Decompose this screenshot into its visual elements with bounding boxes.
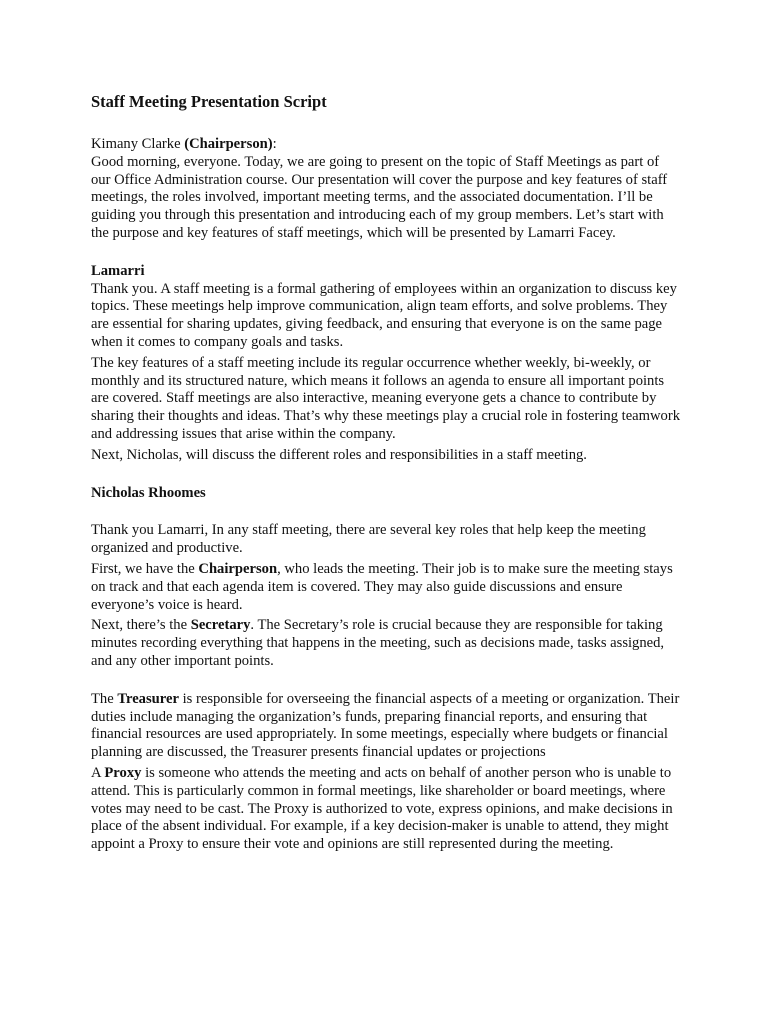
paragraph: Good morning, everyone. Today, we are going to present on the topic of Staff Meetings as part of our Office Administration course. Our presentation will cover the purpose and key features of staff meetings, the roles involved, important meeting terms, and the associated documentation. I’ll be guiding you through this presentation and introducing each of my group members. Let’s start with the purpose and key features of staff meetings, which will be presented by Lamarri Facey. xyxy=(91,153,668,241)
text: is responsible for overseeing the financial aspects of a meeting or organization. Their duties include managing the organization’s funds, preparing financial reports, and ensuring that financial resources are used appropriately. In some meetings, especially where budgets or financial planning are discussed, the Treasurer presents financial updates or projections xyxy=(91,690,680,761)
paragraph-proxy xyxy=(91,765,681,854)
document-page xyxy=(91,92,681,857)
text: A xyxy=(91,764,105,781)
paragraph: Thank you. A staff meeting is a formal gathering of employees within an organization to discuss key topics. These meetings help improve communication, align team efforts, and solve problems. They are essential for sharing updates, giving feedback, and ensuring that everyone is on the same page when it comes to company goals and tasks. xyxy=(91,280,677,350)
term-secretary: Secretary xyxy=(190,617,251,634)
paragraph-secretary xyxy=(91,617,681,670)
section-kimany xyxy=(91,136,681,243)
paragraph-treasurer xyxy=(91,691,681,762)
text: First, we have the xyxy=(91,560,199,577)
text: is someone who attends the meeting and acts on behalf of another person who is unable to attend. This is particularly common in formal meetings, like shareholder or board meetings, where votes may need to be cast. The Proxy is authorized to vote, express opinions, and make decisions in place of the absent individual. For example, if a key decision-maker is unable to attend, they might appoint a Proxy to ensure their vote and opinions are still represented during the meeting. xyxy=(91,764,673,853)
paragraph: Next, Nicholas, will discuss the different roles and responsibilities in a staff meeting. xyxy=(91,446,587,463)
section-nicholas xyxy=(91,485,681,854)
paragraph: Thank you Lamarri, In any staff meeting, there are several key roles that help keep the meeting organized and productive. xyxy=(91,522,646,557)
document-title: Staff Meeting Presentation Script xyxy=(91,92,327,111)
term-chairperson: Chairperson xyxy=(198,560,278,577)
section-lamarri xyxy=(91,263,681,465)
term-proxy: Proxy xyxy=(104,764,142,781)
speaker-lamarri-block xyxy=(91,263,681,352)
speaker-name: Kimany Clarke xyxy=(91,136,185,152)
speaker-heading-text: Nicholas Rhoomes xyxy=(91,484,206,501)
speaker-role: (Chairperson) xyxy=(184,136,273,152)
term-treasurer: Treasurer xyxy=(117,690,179,707)
speaker-heading: Lamarri xyxy=(91,262,145,279)
paragraph-chairperson xyxy=(91,561,681,614)
speaker-heading xyxy=(91,485,681,503)
text: , who leads the meeting. Their job is to make sure the meeting stays on track and that each agenda item is covered. They may also guide discussions and ensure everyone’s voice is heard. xyxy=(91,560,673,613)
paragraph: The key features of a staff meeting include its regular occurrence whether weekly, bi-weekly, or monthly and its structured nature, which means it follows an agenda to ensure all important points are covered. Staff meetings are also interactive, meaning everyone gets a chance to contribute by sharing their thoughts and ideas. That’s why these meetings play a crucial role in fostering teamwork and addressing issues that arise within the company. xyxy=(91,354,681,442)
speaker-line-kimany xyxy=(91,136,681,243)
text: Next, there’s the xyxy=(91,617,191,634)
text: The xyxy=(91,690,118,707)
text: . The Secretary’s role is crucial because they are responsible for taking minutes recording everything that happens in the meeting, such as decisions made, tasks assigned, and any other important points. xyxy=(91,617,665,669)
speaker-colon: : xyxy=(272,136,277,152)
